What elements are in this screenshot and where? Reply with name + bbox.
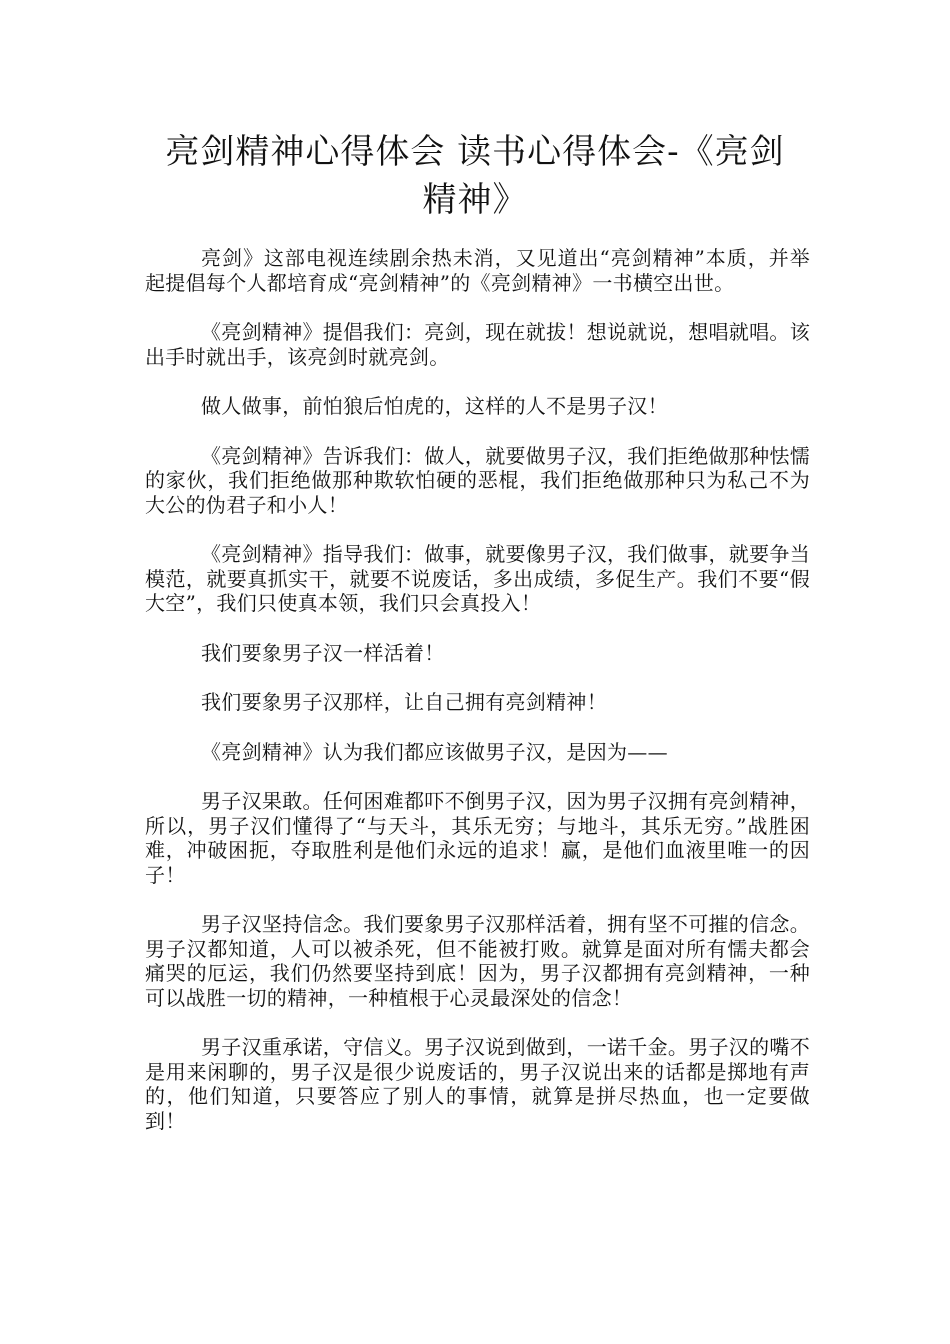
paragraph: 《亮剑精神》指导我们：做事，就要像男子汉，我们做事，就要争当模范，就要真抓实干，就要不说废话，多出成绩，多促生产。我们不要“假大空”，我们只使真本领，我们只会真投入！ (145, 542, 810, 615)
paragraph: 男子汉重承诺，守信义。男子汉说到做到，一诺千金。男子汉的嘴不是用来闲聊的，男子汉是很少说废话的，男子汉说出来的话都是掷地有声的，他们知道，只要答应了别人的事情，就算是拼尽热血，也一定要做到！ (145, 1035, 810, 1133)
paragraph: 我们要象男子汉那样，让自己拥有亮剑精神！ (201, 690, 607, 714)
paragraph: 亮剑》这部电视连续剧余热未消，又见道出“亮剑精神”本质，并举起提倡每个人都培育成“亮剑精神”的《亮剑精神》一书横空出世。 (145, 246, 810, 295)
paragraph: 男子汉坚持信念。我们要象男子汉那样活着，拥有坚不可摧的信念。男子汉都知道，人可以被杀死，但不能被打败。就算是面对所有懦夫都会痛哭的厄运，我们仍然要坚持到底！因为，男子汉都拥有亮剑精神，一种可以战胜一切的精神，一种植根于心灵最深处的信念！ (145, 912, 810, 1010)
paragraph: 《亮剑精神》认为我们都应该做男子汉，是因为—— (201, 739, 668, 764)
document-title: 亮剑精神心得体会 读书心得体会-《亮剑精神》 (165, 132, 785, 220)
paragraph: 男子汉果敢。任何困难都吓不倒男子汉，因为男子汉拥有亮剑精神，所以，男子汉们懂得了“与天斗，其乐无穷；与地斗，其乐无穷。”战胜困难，冲破困扼，夺取胜利是他们永远的追求！赢，是他们血液里唯一的因子！ (145, 789, 810, 887)
paragraph: 《亮剑精神》提倡我们：亮剑，现在就拔！想说就说，想唱就唱。该出手时就出手，该亮剑时就亮剑。 (145, 320, 810, 369)
paragraph: 做人做事，前怕狼后怕虎的，这样的人不是男子汉！ (201, 394, 668, 418)
document-body (145, 246, 810, 1158)
paragraph: 我们要象男子汉一样活着！ (201, 640, 445, 665)
paragraph: 《亮剑精神》告诉我们：做人，就要做男子汉，我们拒绝做那种怯懦的家伙，我们拒绝做那种欺软怕硬的恶棍，我们拒绝做那种只为私己不为大公的伪君子和小人！ (145, 443, 810, 517)
